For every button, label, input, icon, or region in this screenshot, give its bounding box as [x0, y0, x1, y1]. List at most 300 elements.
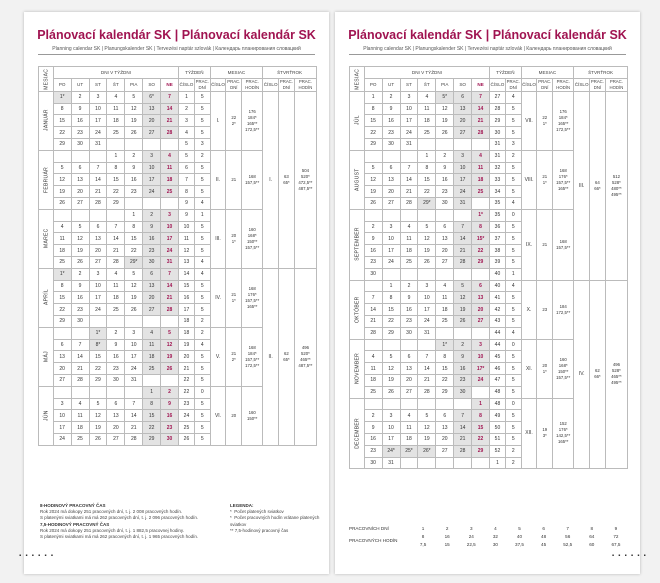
day-cell: 27 [107, 433, 125, 445]
day-cell: 19 [436, 115, 454, 127]
day-cell [418, 339, 436, 351]
month-workdays: 20 1* [537, 339, 553, 398]
day-cell: 14 [400, 174, 418, 186]
day-cell [107, 315, 125, 327]
summary-value: 7,5 [419, 541, 427, 547]
day-cell: 20 [143, 292, 161, 304]
week-number: 10 [179, 221, 195, 233]
day-cell: 20 [143, 115, 161, 127]
day-cell [436, 209, 454, 221]
day-cell: 17 [125, 351, 143, 363]
week-number: 24 [179, 410, 195, 422]
day-cell: 29* [125, 256, 143, 268]
day-cell: 26 [161, 363, 179, 375]
week-number: 9 [179, 197, 195, 209]
divider [349, 54, 626, 55]
week-workdays: 0 [505, 339, 521, 351]
day-cell: 18 [472, 174, 490, 186]
week-number: 37 [490, 233, 506, 245]
column-header-quarter: ŠTVRŤROK [263, 67, 317, 79]
day-cell: 21 [71, 363, 89, 375]
day-cell: 6 [89, 221, 107, 233]
day-cell: 1 [382, 280, 400, 292]
week-number: 13 [179, 256, 195, 268]
week-workdays: 5 [194, 304, 210, 316]
day-cell: 30 [436, 197, 454, 209]
day-cell: 16 [143, 233, 161, 245]
day-cell: 25 [418, 127, 436, 139]
day-cell [161, 374, 179, 386]
day-cell: 9 [364, 233, 382, 245]
day-cell: 24 [400, 127, 418, 139]
column-header-quarter: ŠTVRŤROK [574, 67, 628, 79]
day-cell: 16 [71, 115, 89, 127]
day-cell [418, 138, 436, 150]
day-cell: 18 [400, 433, 418, 445]
day-cell: 28 [161, 127, 179, 139]
week-workdays: 5 [505, 292, 521, 304]
week-number: 15 [179, 280, 195, 292]
week-number: 28 [490, 103, 506, 115]
day-cell [418, 457, 436, 469]
day-cell: 6 [454, 91, 472, 103]
day-cell: 2 [71, 91, 89, 103]
h75-title: 7,5-HODINOVÝ PRACOVNÝ ČAS [40, 521, 110, 527]
day-cell: 19 [418, 433, 436, 445]
legend-title: LEGENDA: [230, 503, 254, 508]
week-number: 31 [490, 138, 506, 150]
month-workdays: 20 [226, 386, 242, 445]
day-cell: 8 [436, 351, 454, 363]
week-workdays: 1 [194, 209, 210, 221]
day-header: SO [143, 78, 161, 91]
week-number: 5 [179, 150, 195, 162]
day-cell [71, 209, 89, 221]
day-cell: 7 [472, 91, 490, 103]
day-cell: 16 [107, 351, 125, 363]
day-cell: 17 [89, 292, 107, 304]
week-workdays: 2 [194, 327, 210, 339]
summary-value: 15 [444, 541, 450, 547]
day-cell: 23 [400, 315, 418, 327]
day-cell: 6* [143, 91, 161, 103]
month-workdays: 22 2* [226, 91, 242, 150]
day-cell: 11 [71, 410, 89, 422]
day-cell: 1* [89, 327, 107, 339]
day-cell: 23 [107, 363, 125, 375]
day-cell: 20 [400, 374, 418, 386]
day-cell: 2 [161, 386, 179, 398]
day-cell [418, 398, 436, 410]
week-number: 11 [179, 233, 195, 245]
day-cell: 28 [125, 433, 143, 445]
day-cell: 25 [71, 433, 89, 445]
summary-value: 30 [492, 541, 498, 547]
day-cell: 30 [71, 138, 89, 150]
month-hours: 168 157,5** [553, 209, 574, 280]
h75-line1: Rok 2024 má dokopy 251 pracovných dní, t. j. 1 882,5 pracovnej hodiny. [40, 527, 185, 533]
month-number-header: ČÍSLO [521, 78, 537, 91]
week-number: 48 [490, 398, 506, 410]
day-cell [53, 386, 71, 398]
day-cell: 23 [382, 127, 400, 139]
day-cell: 7 [161, 91, 179, 103]
day-cell: 15 [107, 174, 125, 186]
day-cell: 27 [382, 197, 400, 209]
month-number: VIII. [521, 150, 537, 209]
week-workdays: 5 [505, 103, 521, 115]
day-cell: 29 [382, 327, 400, 339]
left-page [18, 12, 329, 574]
quarter-workdays: 62 65* [279, 268, 295, 445]
day-cell [436, 398, 454, 410]
day-cell: 24 [454, 186, 472, 198]
week-workdays: 0 [505, 209, 521, 221]
week-number: 34 [490, 186, 506, 198]
week-number: 20 [179, 351, 195, 363]
week-number: 6 [179, 162, 195, 174]
day-cell: 6 [472, 280, 490, 292]
decorative-dots: ⋅ ⋅ ⋅ ⋅ ⋅ ⋅ [18, 547, 54, 563]
day-cell: 16 [161, 410, 179, 422]
week-workdays: 5 [194, 127, 210, 139]
day-cell: 28 [107, 256, 125, 268]
right-page [335, 12, 646, 574]
day-cell: 5 [364, 162, 382, 174]
day-cell: 1 [107, 150, 125, 162]
h8-line1: Rok 2024 má dokopy 251 pracovných dní, t. j. 2 008 pracovných hodín. [40, 509, 183, 515]
day-cell: 4 [400, 410, 418, 422]
day-cell: 2 [125, 150, 143, 162]
day-cell [89, 386, 107, 398]
day-cell [143, 374, 161, 386]
month-workdays: 20 1* [226, 209, 242, 268]
day-cell: 4 [71, 398, 89, 410]
day-cell: 9 [71, 103, 89, 115]
week-workdays: 2 [505, 457, 521, 469]
day-cell: 11 [143, 339, 161, 351]
day-cell: 26 [89, 433, 107, 445]
summary-label-hours: PRACOVNÝCH HODÍN [349, 537, 398, 543]
day-cell: 5 [418, 410, 436, 422]
week-number: 44 [490, 339, 506, 351]
month-workdays: 19 3* [537, 398, 553, 469]
day-cell: 5 [418, 221, 436, 233]
quarter-hours: 496 528* 465** 495** [605, 280, 627, 469]
day-cell: 30 [71, 315, 89, 327]
day-cell [364, 280, 382, 292]
day-cell: 17 [53, 422, 71, 434]
day-cell: 28 [454, 256, 472, 268]
day-cell: 27 [71, 197, 89, 209]
decorative-dots: ⋅ ⋅ ⋅ ⋅ ⋅ ⋅ [610, 547, 646, 563]
quarter-number-header: ČÍSLO [263, 78, 279, 91]
day-cell [436, 327, 454, 339]
day-cell [125, 138, 143, 150]
week-number: 14 [179, 268, 195, 280]
day-cell: 6 [382, 162, 400, 174]
day-cell: 12 [89, 410, 107, 422]
day-cell: 1* [53, 268, 71, 280]
day-cell: 20 [472, 304, 490, 316]
day-cell: 13 [472, 292, 490, 304]
day-header: SO [454, 78, 472, 91]
day-cell: 20 [71, 186, 89, 198]
day-cell: 15 [382, 304, 400, 316]
day-cell: 28 [89, 197, 107, 209]
day-cell: 22 [125, 245, 143, 257]
day-cell: 29 [53, 315, 71, 327]
column-header-month-group: MESIAC [210, 67, 263, 79]
day-cell: 14 [161, 103, 179, 115]
week-workdays: 4 [505, 91, 521, 103]
month-name: MÁJ [39, 327, 54, 386]
week-number: 23 [179, 398, 195, 410]
week-workdays: 5 [194, 186, 210, 198]
day-cell: 29 [107, 197, 125, 209]
month-hours: 160 168* 150** 157,5** [242, 209, 263, 268]
day-cell: 7 [125, 398, 143, 410]
day-cell: 31 [382, 457, 400, 469]
day-cell: 21 [161, 292, 179, 304]
quarter-workdays-header: PRAC. DNÍ [590, 78, 604, 90]
day-cell: 10 [472, 351, 490, 363]
week-number: 29 [490, 115, 506, 127]
week-workdays: 5 [505, 433, 521, 445]
week-workdays: 5 [505, 422, 521, 434]
day-cell: 14 [418, 363, 436, 375]
day-cell: 9 [107, 339, 125, 351]
day-cell: 15 [53, 292, 71, 304]
day-cell: 28 [418, 386, 436, 398]
day-cell: 16 [364, 245, 382, 257]
summary-value: 32 [492, 533, 498, 539]
week-workdays: 4 [505, 197, 521, 209]
week-workdays: 5 [505, 386, 521, 398]
day-cell: 10 [400, 103, 418, 115]
day-cell: 23 [364, 445, 382, 457]
day-cell: 21 [161, 115, 179, 127]
day-cell: 23 [161, 422, 179, 434]
day-cell [382, 150, 400, 162]
day-cell: 17 [400, 115, 418, 127]
week-workdays: 5 [505, 127, 521, 139]
day-cell: 23 [71, 127, 89, 139]
day-cell: 6 [436, 221, 454, 233]
day-cell [418, 268, 436, 280]
day-cell: 2 [143, 209, 161, 221]
table-row [39, 268, 317, 280]
week-workdays: 5 [505, 410, 521, 422]
day-cell: 7 [161, 268, 179, 280]
day-cell: 10 [382, 233, 400, 245]
day-cell: 6 [53, 339, 71, 351]
week-number: 38 [490, 245, 506, 257]
day-cell [364, 398, 382, 410]
table-row [350, 280, 628, 292]
day-cell: 4 [436, 280, 454, 292]
day-cell [400, 268, 418, 280]
column-header-month: MESIAC [39, 67, 54, 92]
week-workdays-header: PRAC. DNÍ [506, 78, 520, 90]
column-header-week: TÝŽDEŇ [490, 67, 522, 79]
day-cell: 17 [382, 433, 400, 445]
day-cell: 31 [125, 374, 143, 386]
week-number: 22 [179, 374, 195, 386]
week-workdays: 5 [505, 162, 521, 174]
day-cell: 8 [382, 292, 400, 304]
week-number: 43 [490, 315, 506, 327]
day-cell [436, 138, 454, 150]
day-cell: 25 [364, 386, 382, 398]
week-workdays: 3 [194, 138, 210, 150]
h8-line2: S platenými sviatkami má má 262 pracovných dní, t. j. 2 096 pracovných hodín. [40, 515, 199, 521]
day-cell [364, 150, 382, 162]
day-cell: 17 [418, 304, 436, 316]
day-cell: 22 [89, 363, 107, 375]
day-cell: 30 [400, 327, 418, 339]
week-number: 42 [490, 304, 506, 316]
day-cell: 15 [143, 410, 161, 422]
day-cell: 13 [89, 233, 107, 245]
day-cell: 8 [107, 162, 125, 174]
day-cell: 17 [143, 174, 161, 186]
day-cell [472, 457, 490, 469]
day-cell: 8* [89, 339, 107, 351]
week-number: 45 [490, 351, 506, 363]
day-cell: 30 [107, 374, 125, 386]
day-header: NE [161, 78, 179, 91]
day-header: PO [53, 78, 71, 91]
table-row [349, 532, 628, 540]
week-number: 2 [179, 103, 195, 115]
week-number: 8 [179, 186, 195, 198]
day-cell: 26 [436, 127, 454, 139]
day-cell: 7 [107, 221, 125, 233]
day-cell: 18 [143, 351, 161, 363]
day-cell [472, 327, 490, 339]
day-cell [125, 315, 143, 327]
day-cell: 16 [382, 115, 400, 127]
day-cell: 19 [454, 304, 472, 316]
day-cell: 18 [418, 115, 436, 127]
day-header: ST [89, 78, 107, 91]
day-cell: 18 [400, 245, 418, 257]
week-workdays: 5 [505, 256, 521, 268]
day-cell [454, 209, 472, 221]
day-cell: 27 [436, 256, 454, 268]
day-cell: 8 [418, 162, 436, 174]
day-cell: 17* [472, 363, 490, 375]
page-title: Plánovací kalendár SK | Plánovací kalendár SK [348, 28, 627, 42]
quarter-number: II. [263, 268, 279, 445]
summary-value: 6 [542, 525, 545, 531]
week-number: 31 [490, 150, 506, 162]
day-cell: 24 [418, 315, 436, 327]
month-number: IV. [210, 268, 226, 327]
week-workdays: 5 [194, 221, 210, 233]
page-subtitle: Planning calendar SK | Planungskalender SK | Tervezési naptár szlovák | Календарь планирования словацкий [363, 46, 612, 52]
day-cell: 22 [53, 127, 71, 139]
day-cell: 14 [89, 174, 107, 186]
month-name: AUGUST [350, 150, 365, 209]
month-name: JÚN [39, 386, 54, 445]
day-cell: 30 [364, 457, 382, 469]
week-number: 39 [490, 256, 506, 268]
day-cell: 28 [472, 127, 490, 139]
week-number: 7 [179, 174, 195, 186]
day-cell: 21 [364, 315, 382, 327]
day-cell: 7 [418, 351, 436, 363]
day-cell: 5* [436, 91, 454, 103]
day-cell: 10 [143, 162, 161, 174]
day-cell: 19 [161, 351, 179, 363]
month-name: APRÍL [39, 268, 54, 327]
day-cell [400, 150, 418, 162]
day-cell: 29 [53, 138, 71, 150]
summary-value: 4 [494, 525, 497, 531]
day-cell: 13 [143, 103, 161, 115]
day-cell: 18 [53, 245, 71, 257]
legend-item-1: * Počet platených sviatkov [230, 509, 284, 515]
day-cell: 10 [125, 339, 143, 351]
day-cell: 30 [382, 138, 400, 150]
day-cell: 1 [364, 91, 382, 103]
week-number: 9 [179, 209, 195, 221]
week-number: 22 [179, 386, 195, 398]
day-cell: 5 [125, 91, 143, 103]
day-cell: 3 [472, 339, 490, 351]
day-cell: 12 [418, 422, 436, 434]
week-number: 30 [490, 127, 506, 139]
day-cell: 2 [400, 280, 418, 292]
day-cell: 27 [89, 256, 107, 268]
day-cell: 5 [125, 268, 143, 280]
summary-value: 56 [565, 533, 571, 539]
day-cell: 9 [400, 292, 418, 304]
day-cell: 15 [418, 174, 436, 186]
week-number: 19 [179, 339, 195, 351]
day-cell: 17 [382, 245, 400, 257]
month-number: II. [210, 150, 226, 209]
day-cell: 4 [364, 351, 382, 363]
day-cell: 3 [400, 91, 418, 103]
week-workdays: 4 [194, 339, 210, 351]
week-number: 16 [179, 292, 195, 304]
day-cell [89, 150, 107, 162]
day-cell [382, 398, 400, 410]
day-cell: 25 [400, 256, 418, 268]
day-cell: 24 [472, 374, 490, 386]
page-subtitle: Planning calendar SK | Planungskalender SK | Tervezési naptár szlovák | Календарь планирования словацкий [52, 46, 301, 52]
day-cell: 21 [454, 245, 472, 257]
day-cell: 18 [107, 292, 125, 304]
day-cell: 29* [418, 197, 436, 209]
quarter-hours-header: PRAC. HODÍN [605, 78, 627, 91]
month-hours: 168 184* 157,5** 172,5** [242, 327, 263, 386]
day-cell: 22 [143, 422, 161, 434]
day-cell: 1* [472, 209, 490, 221]
month-workdays: 23 [537, 280, 553, 339]
week-number: 35 [490, 209, 506, 221]
summary-label-days: PRACOVNÍCH DNÍ [349, 525, 389, 531]
month-workdays-header: PRAC. DNÍ [538, 78, 552, 90]
day-cell: 23 [143, 245, 161, 257]
summary-value: 22,5 [466, 541, 476, 547]
day-cell: 12 [71, 233, 89, 245]
day-cell: 9 [161, 398, 179, 410]
day-cell [143, 138, 161, 150]
